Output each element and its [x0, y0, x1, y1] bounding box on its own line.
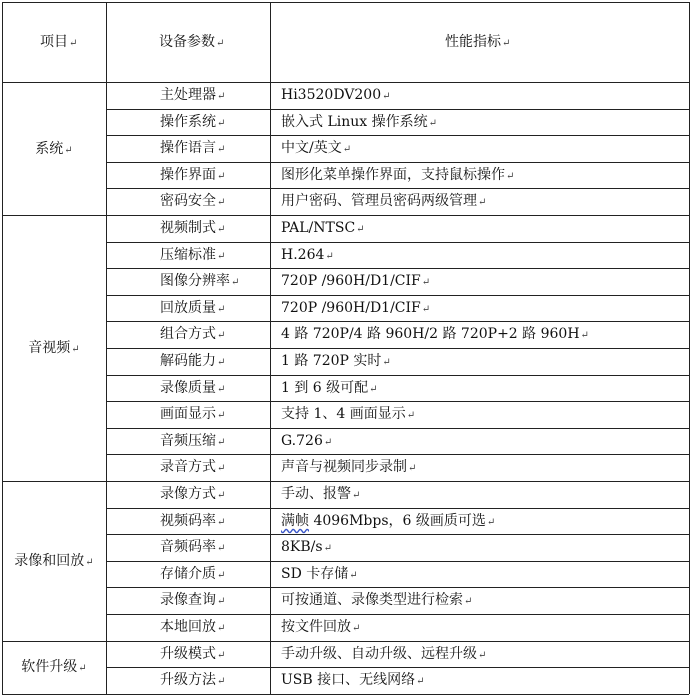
paragraph-mark: ↵ — [64, 145, 73, 156]
param-label: 组合方式↵ — [160, 326, 226, 342]
spec-value: 嵌入式 Linux 操作系统↵ — [281, 114, 437, 130]
spellcheck-squiggle: 满帧 — [281, 513, 309, 529]
paragraph-mark: ↵ — [217, 570, 226, 581]
spec-value: 1 路 720P 实时↵ — [281, 353, 391, 369]
row-divider — [106, 348, 689, 349]
paragraph-mark: ↵ — [478, 197, 487, 208]
header-item: 项目↵ — [40, 34, 78, 50]
spec-value: 图形化菜单操作界面，支持鼠标操作↵ — [281, 167, 515, 183]
param-label: 本地回放↵ — [160, 619, 226, 635]
paragraph-mark: ↵ — [217, 330, 226, 341]
paragraph-mark: ↵ — [217, 197, 226, 208]
paragraph-mark: ↵ — [231, 277, 240, 288]
spec-value: 8KB/s↵ — [281, 539, 332, 555]
param-label: 压缩标准↵ — [160, 247, 226, 263]
paragraph-mark: ↵ — [217, 437, 226, 448]
param-label: 解码能力↵ — [160, 353, 226, 369]
column-border — [270, 2, 271, 694]
column-border — [106, 2, 107, 694]
paragraph-mark: ↵ — [478, 650, 487, 661]
row-divider — [106, 534, 689, 535]
spec-value: 4 路 720P/4 路 960H/2 路 720P+2 路 960H↵ — [281, 326, 589, 342]
spec-value: 可按通道、录像类型进行检索↵ — [281, 592, 473, 608]
paragraph-mark: ↵ — [217, 676, 226, 687]
row-divider — [106, 428, 689, 429]
paragraph-mark: ↵ — [217, 144, 226, 155]
paragraph-mark: ↵ — [217, 91, 226, 102]
row-divider — [106, 587, 689, 588]
paragraph-mark: ↵ — [217, 357, 226, 368]
paragraph-mark: ↵ — [323, 437, 333, 448]
paragraph-mark: ↵ — [217, 623, 226, 634]
paragraph-mark: ↵ — [71, 344, 80, 355]
spec-value: Hi3520DV200↵ — [281, 87, 391, 103]
spec-value: 720P /960H/D1/CIF↵ — [281, 273, 431, 289]
paragraph-mark: ↵ — [382, 357, 391, 368]
row-divider — [106, 321, 689, 322]
param-label: 画面显示↵ — [160, 406, 226, 422]
param-label: 回放质量↵ — [160, 300, 226, 316]
param-label: 操作界面↵ — [160, 167, 226, 183]
spec-value: 手动升级、自动升级、远程升级↵ — [281, 646, 487, 662]
group-bottom-border — [2, 694, 689, 695]
row-divider — [106, 188, 689, 189]
paragraph-mark: ↵ — [349, 570, 358, 581]
param-label: 密码安全↵ — [160, 193, 226, 209]
spec-value: 720P /960H/D1/CIF↵ — [281, 300, 431, 316]
row-divider — [106, 242, 689, 243]
param-label: 升级模式↵ — [160, 646, 226, 662]
paragraph-mark: ↵ — [464, 596, 473, 607]
param-label: 录像查询↵ — [160, 592, 226, 608]
row-divider — [106, 109, 689, 110]
paragraph-mark: ↵ — [352, 490, 361, 501]
param-label: 操作语言↵ — [160, 140, 226, 156]
spec-value: H.264↵ — [281, 247, 334, 263]
group-label: 音视频↵ — [28, 340, 80, 356]
spec-value: 1 到 6 级可配↵ — [281, 380, 378, 396]
paragraph-mark: ↵ — [382, 91, 391, 102]
paragraph-mark: ↵ — [217, 543, 226, 554]
paragraph-mark: ↵ — [78, 663, 87, 674]
paragraph-mark: ↵ — [217, 490, 226, 501]
header-params: 设备参数↵ — [159, 34, 225, 50]
param-label: 录像质量↵ — [160, 380, 226, 396]
paragraph-mark: ↵ — [369, 384, 378, 395]
paragraph-mark: ↵ — [406, 410, 416, 421]
spec-value: 声音与视频同步录制↵ — [281, 459, 417, 475]
row-divider — [106, 162, 689, 163]
param-label: 音频压缩↵ — [160, 433, 226, 449]
param-label: 录像方式↵ — [160, 486, 226, 502]
group-label: 软件升级↵ — [21, 659, 87, 675]
row-divider — [106, 667, 689, 668]
paragraph-mark: ↵ — [217, 251, 226, 262]
group-label: 录像和回放↵ — [14, 553, 94, 569]
row-divider — [106, 508, 689, 509]
row-divider — [106, 268, 689, 269]
row-divider — [106, 375, 689, 376]
spec-value: 手动、报警↵ — [281, 486, 361, 502]
column-border — [2, 2, 3, 694]
paragraph-mark: ↵ — [217, 410, 226, 421]
paragraph-mark: ↵ — [217, 118, 226, 129]
spec-value: USB 接口、无线网络↵ — [281, 672, 425, 688]
param-label: 操作系统↵ — [160, 114, 226, 130]
param-label: 升级方法↵ — [160, 672, 226, 688]
paragraph-mark: ↵ — [217, 650, 226, 661]
row-divider — [106, 295, 689, 296]
paragraph-mark: ↵ — [352, 623, 361, 634]
paragraph-mark: ↵ — [325, 251, 334, 262]
paragraph-mark: ↵ — [85, 557, 94, 568]
paragraph-mark: ↵ — [421, 277, 431, 288]
param-label: 视频码率↵ — [160, 513, 226, 529]
param-label: 音频码率↵ — [160, 539, 226, 555]
paragraph-mark: ↵ — [356, 224, 365, 235]
paragraph-mark: ↵ — [217, 171, 226, 182]
paragraph-mark: ↵ — [506, 171, 515, 182]
row-divider — [106, 454, 689, 455]
paragraph-mark: ↵ — [217, 384, 226, 395]
paragraph-mark: ↵ — [428, 118, 437, 129]
row-divider — [106, 135, 689, 136]
param-label: 视频制式↵ — [160, 220, 226, 236]
column-border — [689, 2, 690, 694]
param-label: 主处理器↵ — [160, 87, 226, 103]
paragraph-mark: ↵ — [486, 517, 496, 528]
param-label: 图像分辨率↵ — [160, 273, 240, 289]
paragraph-mark: ↵ — [408, 463, 417, 474]
paragraph-mark: ↵ — [342, 144, 352, 155]
row-divider — [106, 614, 689, 615]
paragraph-mark: ↵ — [416, 676, 425, 687]
paragraph-mark: ↵ — [217, 463, 226, 474]
group-label: 系统↵ — [35, 141, 73, 157]
paragraph-mark: ↵ — [580, 330, 589, 341]
spec-value: PAL/NTSC↵ — [281, 220, 365, 236]
spec-value: G.726↵ — [281, 433, 333, 449]
spec-value: 支持 1、4 画面显示↵ — [281, 406, 416, 422]
spec-value: 按文件回放↵ — [281, 619, 361, 635]
param-label: 存储介质↵ — [160, 566, 226, 582]
row-divider — [106, 401, 689, 402]
header-spec: 性能指标↵ — [445, 34, 511, 50]
paragraph-mark: ↵ — [217, 304, 226, 315]
paragraph-mark: ↵ — [421, 304, 431, 315]
paragraph-mark: ↵ — [323, 543, 332, 554]
row-divider — [106, 561, 689, 562]
paragraph-mark: ↵ — [217, 596, 226, 607]
spec-value: SD 卡存储↵ — [281, 566, 358, 582]
paragraph-mark: ↵ — [217, 517, 226, 528]
paragraph-mark: ↵ — [217, 224, 226, 235]
spec-value: 中文/英文↵ — [281, 140, 352, 156]
spec-value: 满帧 4096Mbps，6 级画质可选↵ — [281, 513, 496, 529]
param-label: 录音方式↵ — [160, 459, 226, 475]
spec-value: 用户密码、管理员密码两级管理↵ — [281, 193, 487, 209]
